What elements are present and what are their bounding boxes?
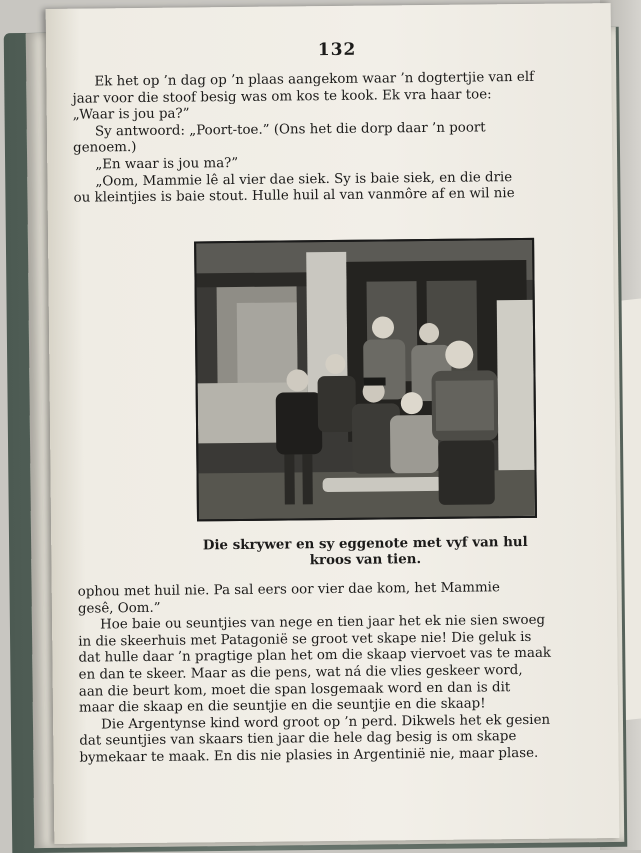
photograph-image <box>196 240 535 520</box>
family-photograph <box>194 238 537 522</box>
text-line: Ek het op ’n dag op ’n plaas aangekom waar ’n dogtertjie van elf <box>94 69 535 90</box>
text-line: genoem.) <box>73 140 137 157</box>
text-line: Die Argentynse kind word groot op ’n perd. Dikwels het ek gesien <box>101 712 551 733</box>
photo-caption <box>197 534 533 570</box>
text-line: Sy antwoord: „Poort-toe.” (Ons het die dorp daar ’n poort <box>94 120 486 140</box>
text-line: Hoe baie ou seuntjies van nege en tien jaar het ek nie sien swoeg <box>100 612 546 633</box>
text-line: ou kleintjies is baie stout. Hulle huil al van vanmôre af en wil nie <box>73 186 515 206</box>
text-line: „En waar is jou ma?” <box>95 155 239 173</box>
text-line: bymekaar te maak. En dis nie plasies in Argentinië nie, maar plase. <box>79 745 539 766</box>
text-line: „Waar is jou pa?” <box>72 106 190 123</box>
page-content <box>72 3 602 766</box>
text-line: dat hulle daar ’n pragtige plan het om die skaap viervoet vas te maak <box>78 646 552 667</box>
text-line: in die skeerhuis met Patagonië se groot vet skape nie! Die geluk is <box>78 629 532 650</box>
text-line: dat seuntjies van skaars tien jaar die hele dag besig is om skape <box>79 729 517 750</box>
caption-line: Die skrywer en sy eggenote met vyf van hul <box>202 533 528 554</box>
text-line: aan die beurt kom, moet die span losgemaak word en dan is dit <box>78 679 511 700</box>
caption-line: kroos van tien. <box>309 551 422 569</box>
text-line: „Oom, Mammie lê al vier dae siek. Sy is baie siek, en die drie <box>95 169 513 190</box>
page-number: 132 <box>317 39 357 61</box>
text-line: gesê, Oom.” <box>77 600 161 617</box>
text-line: jaar voor die stoof besig was om kos te kook. Ek vra haar toe: <box>72 86 492 107</box>
text-line: en dan te skeer. Maar as die pens, wat ná die vlies geskeer word, <box>78 662 523 683</box>
text-line: ophou met huil nie. Pa sal eers oor vier dae kom, het Mammie <box>77 580 500 600</box>
book-page <box>46 3 620 844</box>
paragraph-1 <box>72 69 603 207</box>
text-line: maar die skaap en die seuntjie en die seuntjie en die skaap! <box>78 696 486 716</box>
paragraph-2 <box>78 579 610 767</box>
